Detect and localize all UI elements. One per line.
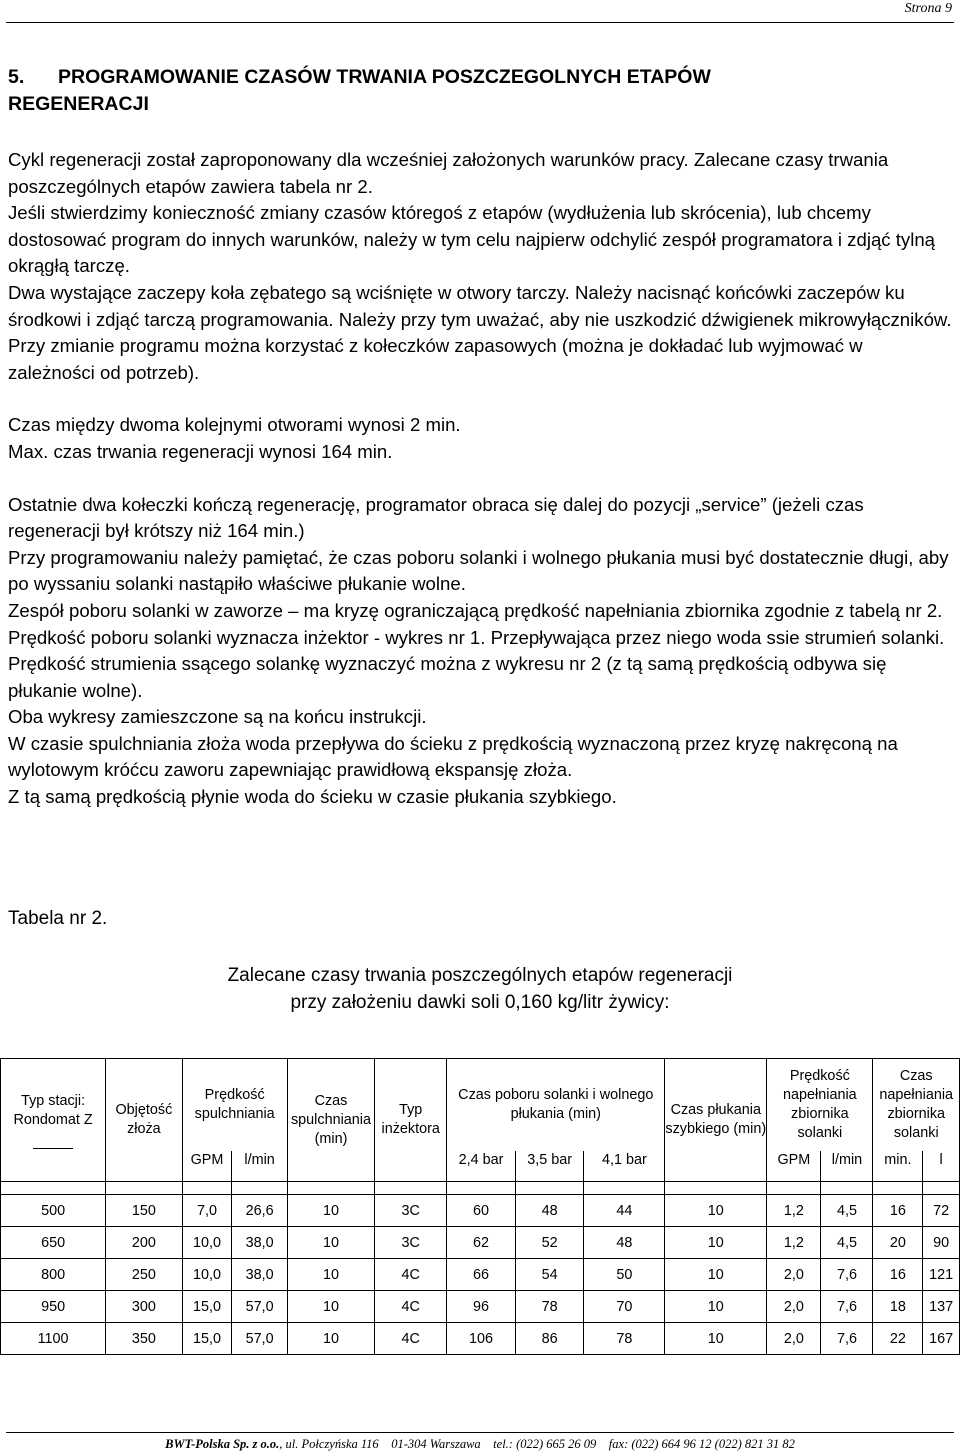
- table-cell: 10: [665, 1291, 767, 1323]
- table-title: [0, 962, 960, 1016]
- footer-address: ul. Połczyńska 116: [285, 1437, 379, 1451]
- table-cell: 10,0: [182, 1227, 232, 1259]
- table-cell: 200: [106, 1227, 182, 1259]
- table-cell: 7,6: [821, 1323, 873, 1355]
- table-cell: 10: [287, 1291, 374, 1323]
- table-cell: 1100: [1, 1323, 106, 1355]
- table-cell: 4C: [375, 1323, 447, 1355]
- footer-postal: 01-304 Warszawa: [391, 1437, 481, 1451]
- table-cell: 16: [873, 1195, 923, 1227]
- table-cell: 15,0: [182, 1291, 232, 1323]
- table-cell: 50: [584, 1259, 665, 1291]
- table-cell: 2,0: [767, 1291, 821, 1323]
- header-min: min.: [873, 1151, 923, 1182]
- table-cell: 26,6: [232, 1195, 287, 1227]
- spacer-row: [1, 1182, 960, 1195]
- table-row: [1, 1291, 960, 1323]
- header-bar-41: 4,1 bar: [584, 1151, 665, 1182]
- table-cell: 2,0: [767, 1259, 821, 1291]
- table-title-line1: Zalecane czasy trwania poszczególnych etapów regeneracji: [227, 965, 733, 986]
- blank-underline: [33, 1134, 73, 1149]
- page-number: Strona 9: [904, 1, 952, 16]
- table-cell: 7,6: [821, 1259, 873, 1291]
- table-cell: 150: [106, 1195, 182, 1227]
- table-cell: 1,2: [767, 1195, 821, 1227]
- table-cell: 650: [1, 1227, 106, 1259]
- header-rule: [6, 22, 954, 23]
- header-bar-35: 3,5 bar: [515, 1151, 584, 1182]
- paragraph: Ostatnie dwa kołeczki kończą regenerację, programator obraca się dalej do pozycji „service” (jeżeli czas regeneracji był krótszy niż 164 min.): [8, 493, 864, 542]
- table-cell: 3C: [375, 1195, 447, 1227]
- footer-fax: fax: (022) 664 96 12 (022) 821 31 82: [608, 1437, 795, 1451]
- paragraph: Prędkość strumienia ssącego solankę wyznaczyć można z wykresu nr 2 (z tą samą prędkością odbywa się płukanie wolne).: [8, 653, 887, 701]
- table-cell: 2,0: [767, 1323, 821, 1355]
- table-cell: 10,0: [182, 1259, 232, 1291]
- table-cell: 10: [287, 1323, 374, 1355]
- footer-rule: [6, 1432, 954, 1433]
- paragraph: Przy zmianie programu można korzystać z kołeczków zapasowych (można je dokładać lub wyjmować w zależności od potrzeb).: [8, 335, 863, 383]
- paragraph: Przy programowaniu należy pamiętać, że czas poboru solanki i wolnego płukania musi być dostatecznie długi, aby po wyssaniu solanki nastąpiło właściwe płukanie wolne.: [8, 546, 949, 595]
- table-title-line2: przy założeniu dawki soli 0,160 kg/litr żywicy:: [290, 992, 670, 1013]
- table-cell: 18: [873, 1291, 923, 1323]
- table-cell: 106: [447, 1323, 516, 1355]
- table-cell: 57,0: [232, 1323, 287, 1355]
- table-cell: 44: [584, 1195, 665, 1227]
- paragraph: Max. czas trwania regeneracji wynosi 164 min.: [8, 440, 393, 462]
- table-cell: 10: [665, 1227, 767, 1259]
- body-text: [8, 147, 952, 811]
- paragraph: Czas między dwoma kolejnymi otworami wynosi 2 min.: [8, 414, 461, 436]
- section-number: 5.: [8, 66, 25, 88]
- table-cell: 4,5: [821, 1195, 873, 1227]
- table-row: [1, 1323, 960, 1355]
- header-czas-napelniania: Czas napełniania zbiornika solanki: [873, 1059, 960, 1152]
- table-cell: 7,0: [182, 1195, 232, 1227]
- paragraph: Zespół poboru solanki w zaworze – ma kryzę ograniczającą prędkość napełniania zbiornika zgodnie z tabelą nr 2.: [8, 599, 943, 621]
- table-cell: 3C: [375, 1227, 447, 1259]
- table-cell: 70: [584, 1291, 665, 1323]
- header-typ-inzektora: Typ inżektora: [375, 1059, 447, 1182]
- header-czas-plukania: Czas płukania szybkiego (min): [665, 1059, 767, 1182]
- footer: BWT-Polska Sp. z o.o., ul. Połczyńska 116 01-304 Warszawa tel.: (022) 665 26 09 fax: (022) 664 96 12 (022) 821 31 82: [165, 1437, 795, 1451]
- table-cell: 48: [515, 1195, 584, 1227]
- footer-tel: tel.: (022) 665 26 09: [493, 1437, 597, 1451]
- table-cell: 10: [287, 1259, 374, 1291]
- table-cell: 950: [1, 1291, 106, 1323]
- table-cell: 137: [923, 1291, 960, 1323]
- table-cell: 4C: [375, 1291, 447, 1323]
- header-czas-spulchniania: Czas spulchniania (min): [287, 1059, 374, 1182]
- table-cell: 62: [447, 1227, 516, 1259]
- table-cell: 60: [447, 1195, 516, 1227]
- table-row: [1, 1259, 960, 1291]
- table-cell: 350: [106, 1323, 182, 1355]
- table-row: [1, 1227, 960, 1259]
- header-predkosc-napelniania: Prędkość napełniania zbiornika solanki: [767, 1059, 873, 1152]
- table-cell: 800: [1, 1259, 106, 1291]
- header-gpm: GPM: [767, 1151, 821, 1182]
- table-cell: 78: [515, 1291, 584, 1323]
- header-czas-poboru: Czas poboru solanki i wolnego płukania (min): [447, 1059, 665, 1152]
- table-cell: 72: [923, 1195, 960, 1227]
- section-title-line2: REGENERACJI: [8, 93, 149, 115]
- table-cell: 86: [515, 1323, 584, 1355]
- table-cell: 78: [584, 1323, 665, 1355]
- header-gpm: GPM: [182, 1151, 232, 1182]
- table-caption: Tabela nr 2.: [8, 908, 108, 929]
- paragraph: Oba wykresy zamieszczone są na końcu instrukcji.: [8, 706, 427, 728]
- header-lmin: l/min: [821, 1151, 873, 1182]
- table-cell: 52: [515, 1227, 584, 1259]
- footer-company: BWT-Polska Sp. z o.o.: [165, 1437, 280, 1451]
- table-cell: 48: [584, 1227, 665, 1259]
- table-cell: 250: [106, 1259, 182, 1291]
- header-l: l: [923, 1151, 960, 1182]
- paragraph: Prędkość poboru solanki wyznacza inżektor - wykres nr 1. Przepływająca przez niego woda ssie strumień solanki.: [8, 626, 945, 648]
- table-cell: 10: [287, 1195, 374, 1227]
- table-cell: 22: [873, 1323, 923, 1355]
- table-cell: 7,6: [821, 1291, 873, 1323]
- table-cell: 90: [923, 1227, 960, 1259]
- header-lmin: l/min: [232, 1151, 287, 1182]
- table-cell: 167: [923, 1323, 960, 1355]
- table-cell: 16: [873, 1259, 923, 1291]
- table-cell: 300: [106, 1291, 182, 1323]
- header-objetosc: Objętość złoża: [106, 1059, 182, 1182]
- section-heading: [8, 64, 938, 118]
- table-cell: 20: [873, 1227, 923, 1259]
- table-cell: 10: [665, 1259, 767, 1291]
- table-cell: 10: [665, 1195, 767, 1227]
- table-cell: 57,0: [232, 1291, 287, 1323]
- table-cell: 96: [447, 1291, 516, 1323]
- table-cell: 4C: [375, 1259, 447, 1291]
- table-cell: 38,0: [232, 1259, 287, 1291]
- table-cell: 66: [447, 1259, 516, 1291]
- paragraph: Z tą samą prędkością płynie woda do ścieku w czasie płukania szybkiego.: [8, 786, 617, 808]
- table-cell: 1,2: [767, 1227, 821, 1259]
- paragraph: Jeśli stwierdzimy konieczność zmiany czasów któregoś z etapów (wydłużenia lub skrócenia), lub chcemy dostosować program do innych warunków, należy w tym celu najpierw odchylić zespół programatora i zdjąć tylną okrągłą tarczę.: [8, 202, 936, 277]
- header-bar-24: 2,4 bar: [447, 1151, 516, 1182]
- table-cell: 121: [923, 1259, 960, 1291]
- paragraph: Dwa wystające zaczepy koła zębatego są wciśnięte w otwory tarczy. Należy nacisnąć końcówki zaczepów ku środkowi i zdjąć tarczą programowania. Należy przy tym uważać, aby nie uszkodzić dźwigienek mikrowyłączników.: [8, 281, 952, 330]
- header-typ-stacji: Typ stacji: Rondomat Z: [1, 1059, 106, 1182]
- table-cell: 4,5: [821, 1227, 873, 1259]
- section-title-line1: PROGRAMOWANIE CZASÓW TRWANIA POSZCZEGOLNYCH ETAPÓW: [58, 66, 711, 88]
- header-predkosc-spulchniania: Prędkość spulchniania: [182, 1059, 287, 1152]
- table-cell: 38,0: [232, 1227, 287, 1259]
- table-cell: 500: [1, 1195, 106, 1227]
- table-cell: 15,0: [182, 1323, 232, 1355]
- paragraph: W czasie spulchniania złoża woda przepływa do ścieku z prędkością wyznaczoną przez kryzę nakręconą na wylotowym króćcu zaworu zapewniając prawidłową ekspansję złoża.: [8, 732, 898, 781]
- table-cell: 54: [515, 1259, 584, 1291]
- table-row: [1, 1195, 960, 1227]
- paragraph: Cykl regeneracji został zaproponowany dla wcześniej założonych warunków pracy. Zalecane czasy trwania poszczególnych etapów zawiera tabela nr 2.: [8, 149, 889, 197]
- table-cell: 10: [665, 1323, 767, 1355]
- regeneration-times-table: [0, 1058, 960, 1355]
- table-cell: 10: [287, 1227, 374, 1259]
